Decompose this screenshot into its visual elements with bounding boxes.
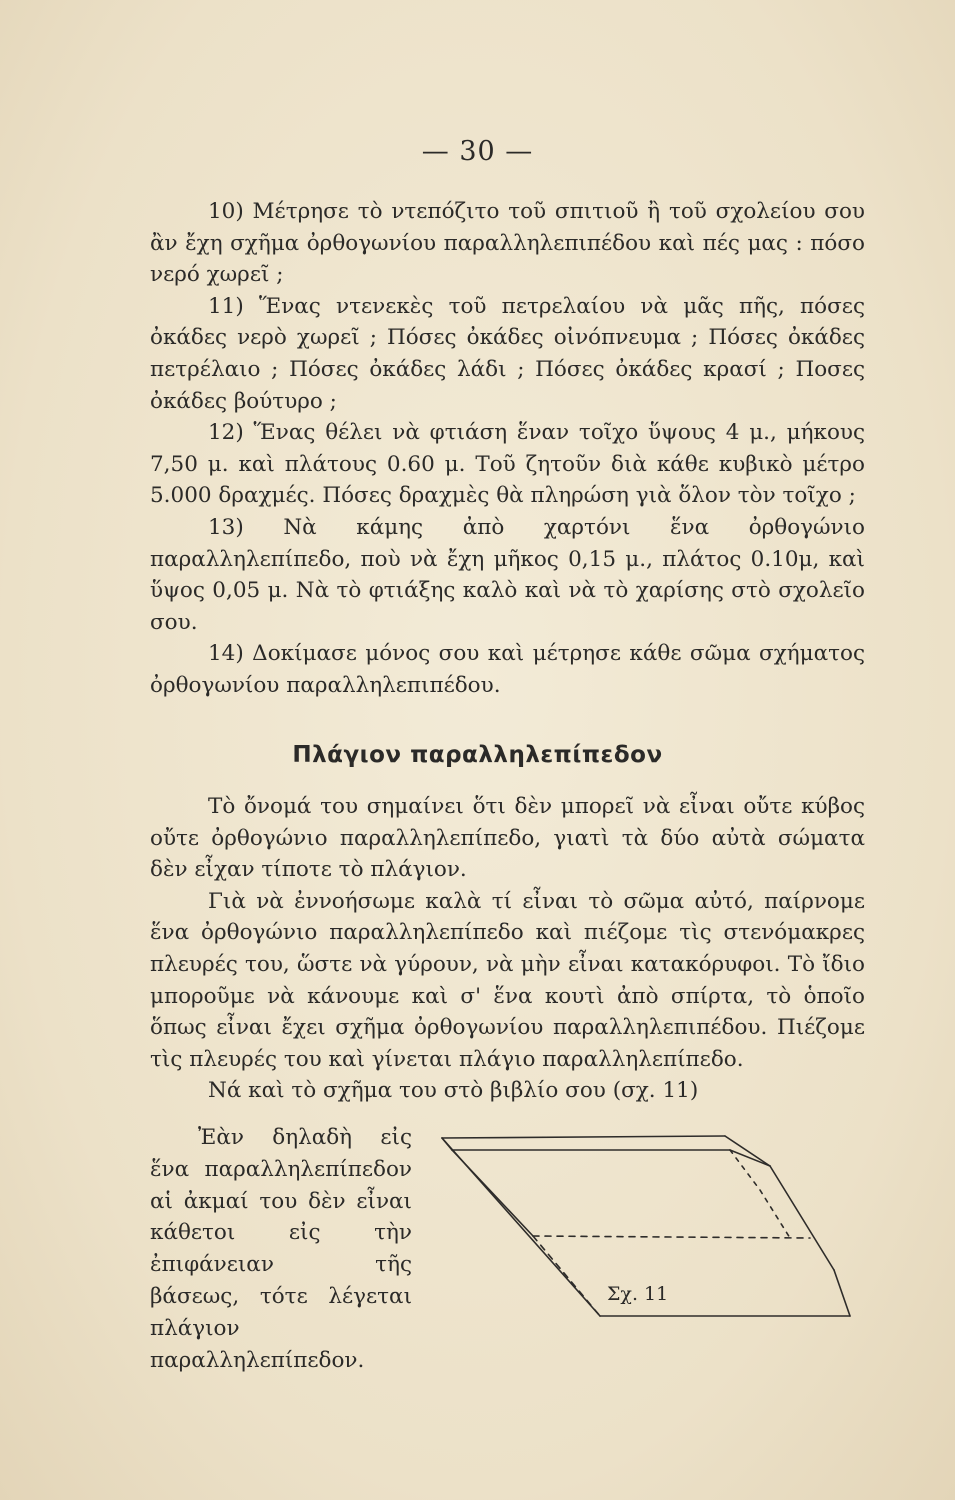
base-left-hidden-edge <box>533 1236 600 1316</box>
left-back-lateral-edge <box>442 1138 600 1316</box>
section-heading: Πλάγιον παραλληλεπίπεδον <box>292 742 663 768</box>
figure-caption: Σχ. 11 <box>607 1283 669 1305</box>
exercise-paragraph: 14) Δοκίμασε μόνος σου καὶ μέτρησε κάθε σῶμα σχήματος ὀρθογωνίου παραλληλεπιπέδου. <box>150 641 865 698</box>
top-back-edge <box>442 1136 725 1138</box>
body-paragraph: Νά καὶ τὸ σχῆμα του στὸ βιβλίο σου (σχ. 11) <box>208 1078 699 1104</box>
exercise-paragraph: 10) Μέτρησε τὸ ντεπόζιτο τοῦ σπιτιοῦ ἢ τοῦ σχολείου σου ἂν ἔχη σχῆμα ὀρθογωνίου παραλληλεπιπέδου καὶ πές μας : πόσο νερό χωρεῖ ; <box>150 199 865 288</box>
base-right-edge <box>834 1270 850 1316</box>
exercise-paragraph: 12) Ἕνας θέλει νὰ φτιάση ἕναν τοῖχο ὕψους 4 μ., μήκους 7,50 μ. καὶ πλάτους 0.60 μ. Τοῦ ζητοῦν διὰ κάθε κυβικὸ μέτρο 5.000 δραχμές. Πόσες δραχμὲς θὰ πληρώση γιὰ ὅλον τὸν τοῖχο ; <box>150 420 865 509</box>
section-body <box>150 791 865 1107</box>
definition-paragraph: Ἐὰν δηλαδὴ εἰς ἕνα παραλληλεπίπεδον αἱ ἀκμαί του δὲν εἶναι κάθετοι εἰς τὴν ἐπιφάνειαν τῆς βάσεως, τότε λέγεται πλάγιον παραλληλεπίπεδον. <box>150 1125 412 1373</box>
right-front-lateral-edge <box>770 1166 834 1270</box>
body-paragraph: Γιὰ νὰ ἐννοήσωμε καλὰ τί εἶναι τὸ σῶμα αὐτό, παίρνομε ἕνα ὀρθογώνιο παραλληλεπίπεδο καὶ πιέζομε τὶς στενόμακρες πλευρές του, ὥστε νὰ γύρουν, νὰ μὴν εἶναι κατακόρυφοι. Τὸ ἴδιο μποροῦμε νὰ κάνουμε καὶ σ' ἕνα κουτὶ ἀπὸ σπίρτα, τὸ ὁποῖο ὅπως εἶναι ἔχει σχῆμα ὀρθογωνίου παραλληλεπιπέδου. Πιέζομε τὶς πλευρές του καὶ γίνεται πλάγιο παραλληλεπίπεδο. <box>150 888 865 1072</box>
definition-paragraph-block <box>150 1122 412 1376</box>
body-paragraph: Τὸ ὄνομά του σημαίνει ὅτι δὲν μπορεῖ νὰ εἶναι οὔτε κύβος οὔτε ὀρθογώνιο παραλληλεπίπεδο, γιατὶ τὰ δύο αὐτὰ σώματα δὲν εἶχαν τίποτε τὸ πλάγιον. <box>150 794 865 883</box>
page-number: — 30 — <box>421 136 534 167</box>
exercises-block <box>150 196 865 702</box>
exercise-paragraph: 11) Ἕνας ντενεκὲς τοῦ πετρελαίου νὰ μᾶς πῆς, πόσες ὀκάδες νερὸ χωρεῖ ; Πόσες ὀκάδες οἰνόπνευμα ; Πόσες ὀκάδες πετρέλαιο ; Πόσες ὀκάδες λάδι ; Πόσες ὀκάδες κρασί ; Ποσες ὀκάδες βούτυρο ; <box>150 293 865 414</box>
exercise-paragraph: 13) Νὰ κάμης ἀπὸ χαρτόνι ἕνα ὀρθογώνιο παραλληλεπίπεδο, ποὺ νὰ ἔχη μῆκος 0,15 μ., πλάτος 0.10μ, καὶ ὕψος 0,05 μ. Νὰ τὸ φτιάξης καλὸ καὶ νὰ τὸ χαρίσης στὸ σχολεῖο σου. <box>150 514 865 635</box>
base-back-hidden-edge <box>533 1236 810 1238</box>
hidden-lateral-edge <box>760 1190 790 1238</box>
